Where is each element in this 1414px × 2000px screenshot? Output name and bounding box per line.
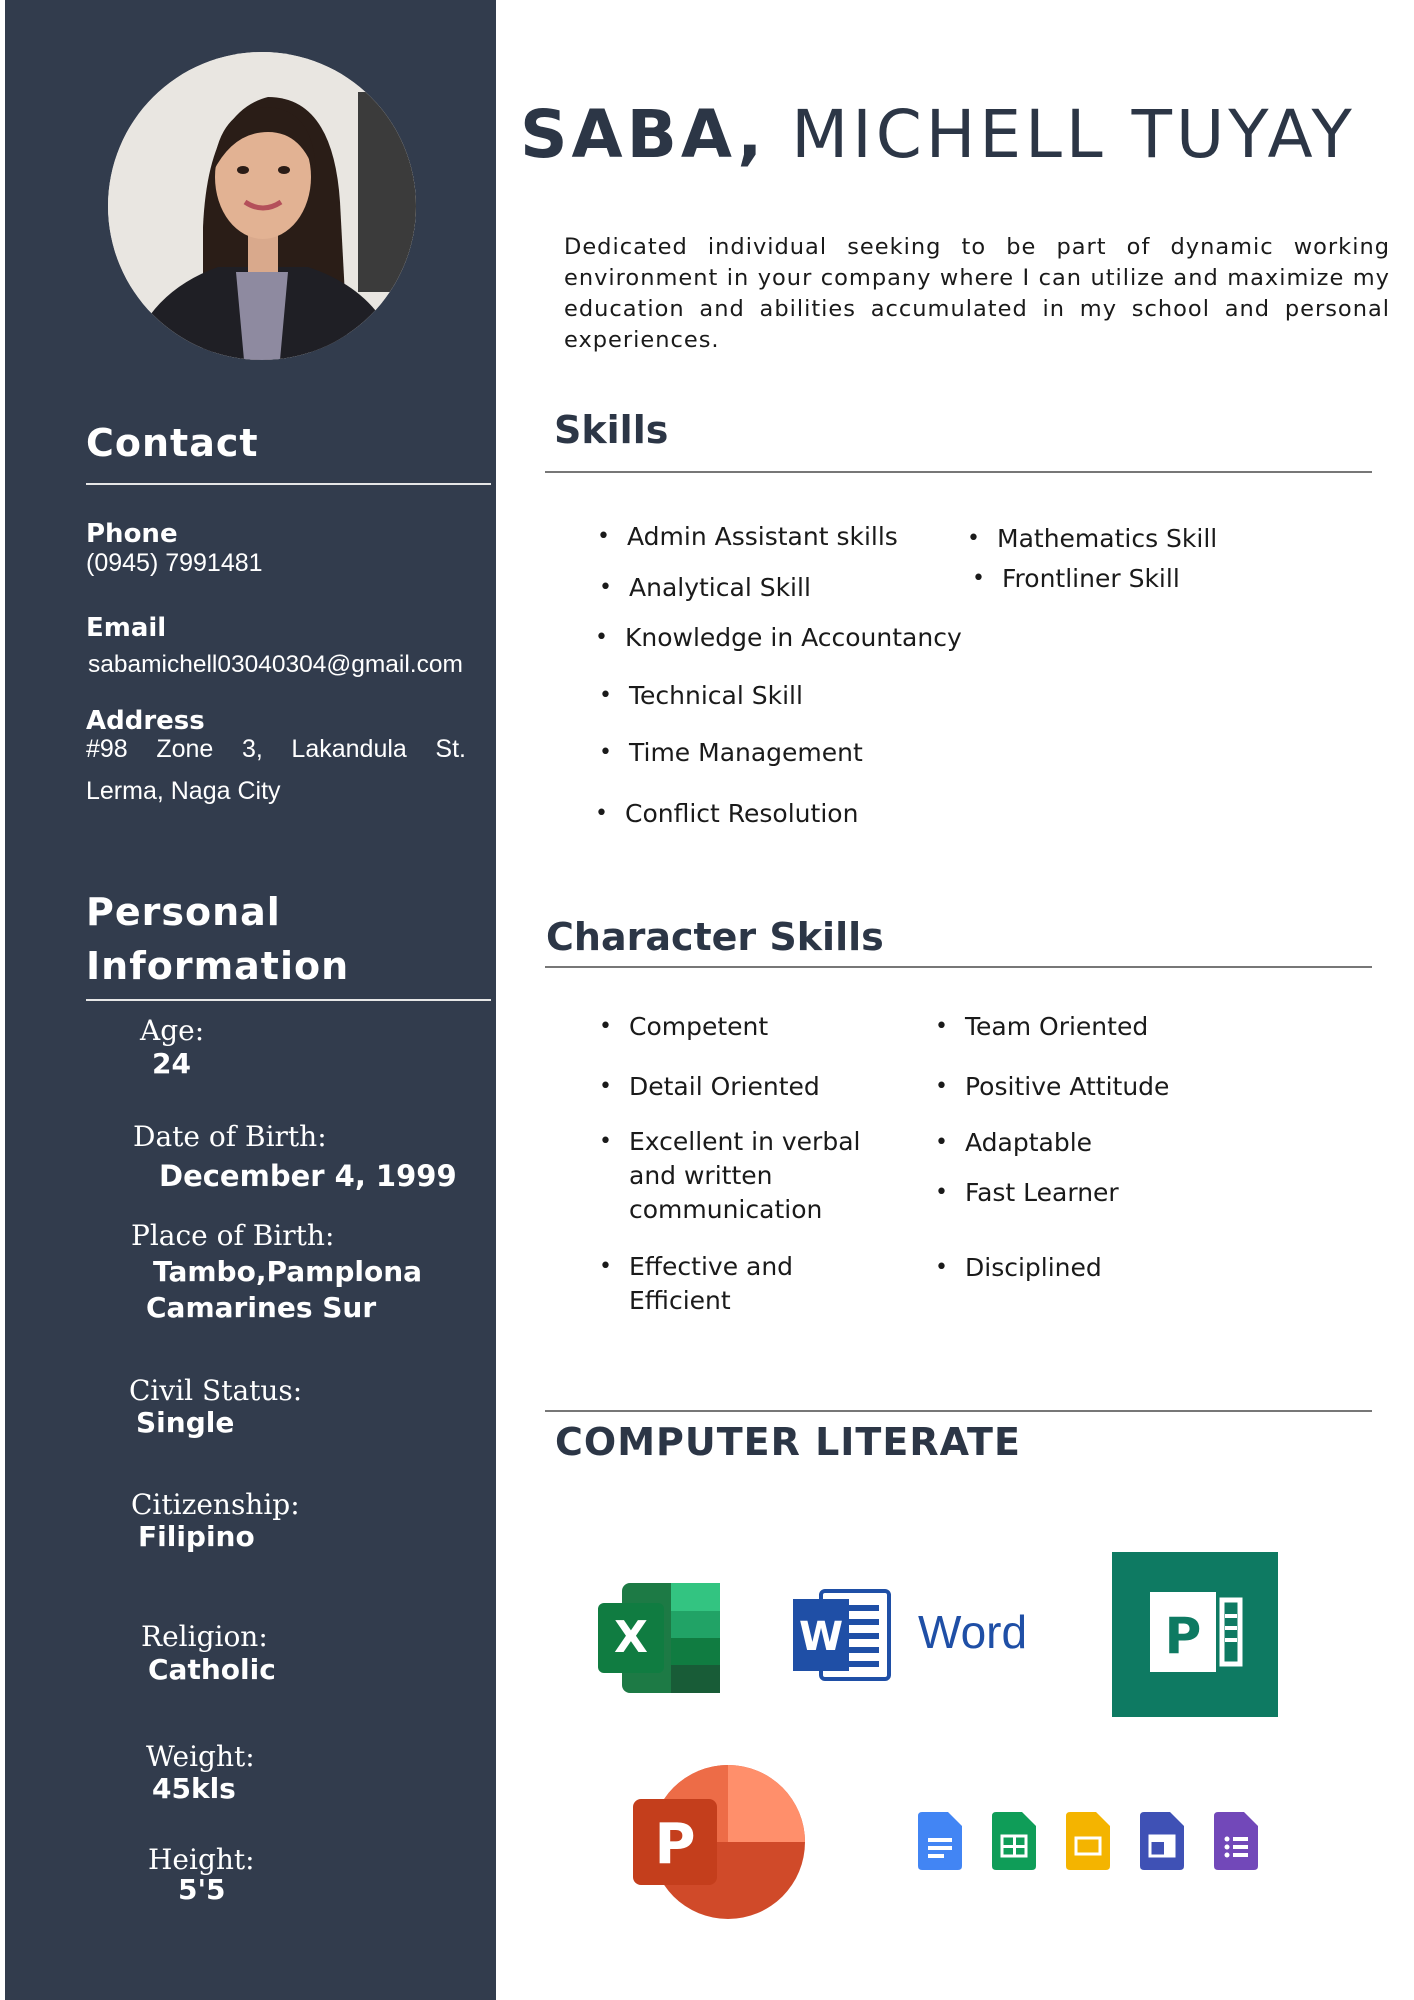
age-value: 24 [152,1047,191,1080]
character-item: • Adaptable [965,1126,1092,1160]
character-item: • Competent [629,1010,768,1044]
surname: SABA, [520,96,767,173]
religion-value: Catholic [148,1653,276,1686]
civil-status-label: Civil Status: [129,1374,303,1407]
citizenship-value: Filipino [138,1520,255,1553]
dob-value: December 4, 1999 [159,1159,457,1193]
google-sites-icon [1140,1812,1184,1874]
character-item: • Positive Attitude [965,1070,1169,1104]
phone-value: (0945) 7991481 [86,549,263,577]
svg-text:P: P [654,1812,696,1877]
civil-status-value: Single [136,1406,235,1439]
skill-item: • Technical Skill [629,679,803,713]
svg-text:W: W [798,1614,844,1660]
google-slides-icon [1066,1812,1110,1874]
character-divider [545,966,1372,968]
skill-item: • Mathematics Skill [997,522,1217,556]
powerpoint-icon [633,1762,805,1926]
pob-label: Place of Birth: [131,1219,335,1252]
character-item: • Fast Learner [965,1176,1119,1210]
computer-literate-heading: COMPUTER LITERATE [555,1420,1021,1464]
personal-heading-line-2: Information [86,944,350,988]
skill-item: • Conflict Resolution [625,797,858,831]
given-names: MICHELL TUYAY [791,96,1356,173]
svg-text:P: P [1164,1607,1202,1665]
skill-item: • Admin Assistant skills [627,520,898,554]
word-label: Word [918,1606,1028,1658]
google-forms-icon [1214,1812,1258,1874]
address-line-2: Lerma, Naga City [86,777,281,805]
citizenship-label: Citizenship: [131,1488,300,1521]
character-item: • Excellent in verbal and written communication [629,1125,899,1227]
height-label: Height: [148,1843,255,1876]
full-name [520,96,1356,173]
skills-heading: Skills [554,408,669,452]
character-item: • Detail Oriented [629,1070,820,1104]
character-skills-heading: Character Skills [546,915,884,959]
google-sheets-icon [992,1812,1036,1874]
contact-divider [86,483,491,485]
profile-photo [108,52,416,360]
pob-line-1: Tambo,Pamplona [153,1255,423,1288]
skill-item: • Knowledge in Accountancy [625,621,962,655]
character-item: • Team Oriented [965,1010,1148,1044]
contact-heading: Contact [86,421,259,465]
height-value: 5'5 [178,1873,226,1906]
address-label: Address [86,706,205,736]
skill-item: • Time Management [629,736,863,770]
email-value: sabamichell03040304@gmail.com [88,651,463,678]
computer-divider [545,1410,1372,1412]
weight-value: 45kls [152,1772,236,1805]
character-item: • Disciplined [965,1251,1102,1285]
address-line-1: #98 Zone 3, Lakandula St. [86,735,466,763]
pob-line-2: Camarines Sur [146,1291,377,1324]
character-item: • Effective and Efficient [629,1250,859,1318]
skills-divider [545,471,1372,473]
phone-label: Phone [86,519,178,549]
personal-divider [86,999,491,1001]
svg-text:X: X [614,1612,648,1663]
google-docs-icon [918,1812,962,1874]
dob-label: Date of Birth: [133,1120,327,1153]
email-label: Email [86,613,167,643]
religion-label: Religion: [141,1620,268,1653]
word-icon [793,1587,893,1687]
personal-heading-line-1: Personal [86,890,281,934]
skill-item: • Frontliner Skill [1002,562,1180,596]
skill-item: • Analytical Skill [629,571,811,605]
age-label: Age: [140,1014,205,1047]
excel-icon [598,1583,722,1697]
weight-label: Weight: [146,1740,255,1773]
publisher-icon [1112,1552,1278,1721]
career-summary: Dedicated individual seeking to be part of dynamic working environment in your company where I can utilize and maximize my education and abilities accumulated in my school and personal experiences. [564,234,1390,353]
